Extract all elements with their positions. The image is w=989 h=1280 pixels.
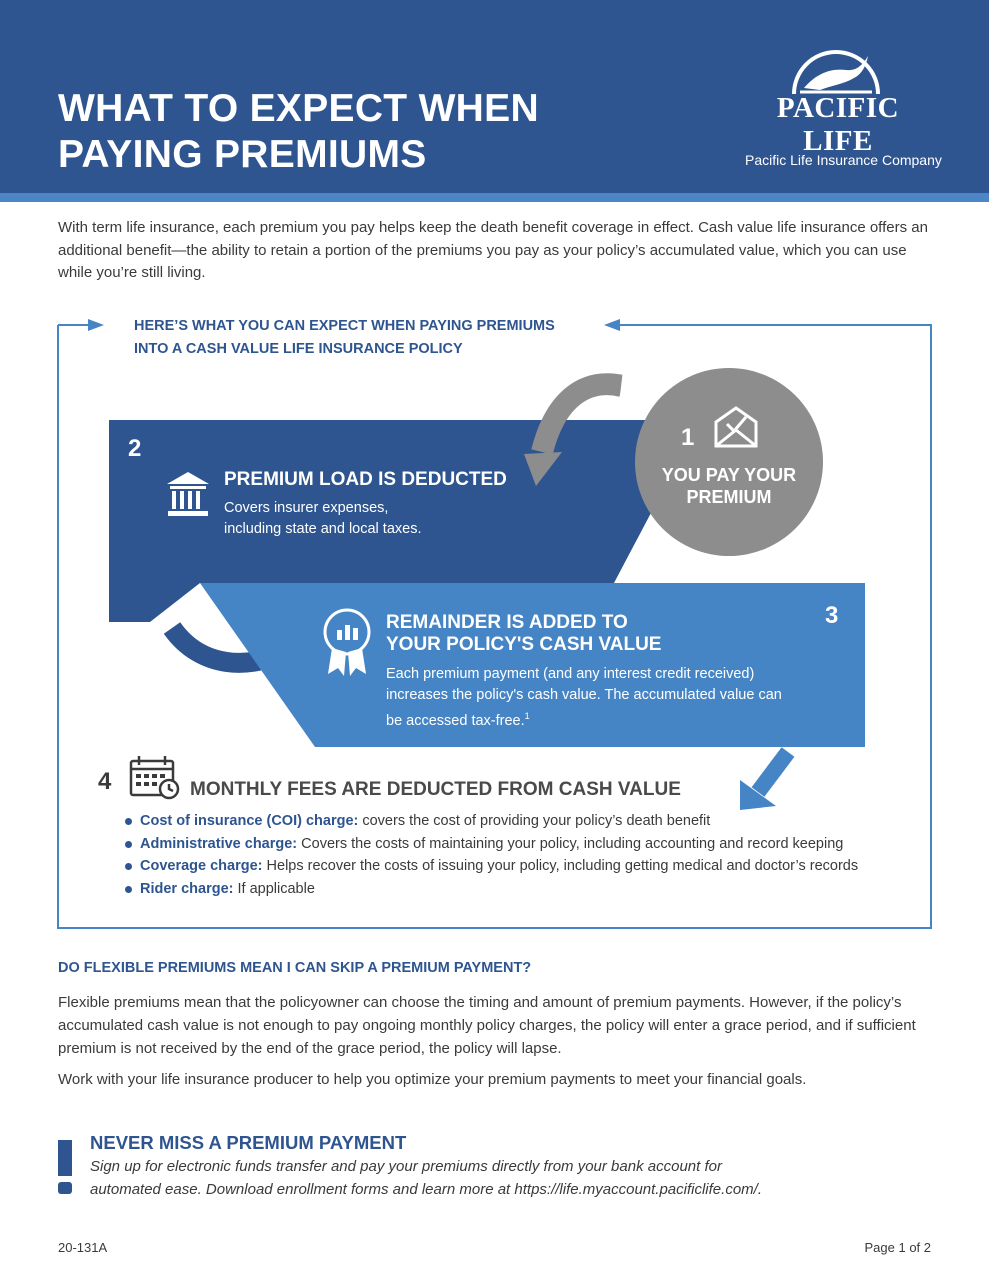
fee-text: Covers the costs of maintaining your policy, including accounting and record keeping — [297, 835, 844, 852]
document-code: 20-131A — [58, 1240, 108, 1255]
page-title-line2: PAYING PREMIUMS — [58, 133, 427, 176]
step1-arrow-gap — [622, 370, 626, 404]
step3-desc-line1: Each premium payment (and any interest credit received) — [386, 666, 755, 682]
step2-description — [224, 498, 584, 540]
step2-desc-line2: including state and local taxes. — [224, 521, 422, 537]
step3-footnote-marker: 1 — [524, 711, 530, 721]
step4-title: MONTHLY FEES ARE DEDUCTED FROM CASH VALUE — [190, 779, 681, 800]
step1-circle — [635, 368, 823, 556]
diagram-heading-line1: HERE’S WHAT YOU CAN EXPECT WHEN PAYING PREMIUMS — [134, 318, 555, 334]
step1-title-line1: YOU PAY YOUR — [661, 465, 797, 485]
diagram-heading — [134, 315, 604, 361]
faq-paragraph-1: Flexible premiums mean that the policyowner can choose the timing and amount of premium payments. However, if the policy’s accumulated cash value is not enough to pay ongoing monthly policy charges, the policy will enter a grace period, and if sufficient premium is not received by the end of the grace period, the policy will lapse. — [58, 994, 916, 1057]
faq-paragraph-2: Work with your life insurance producer to help you optimize your premium payments to meet your financial goals. — [58, 1071, 807, 1088]
fee-list-item — [124, 855, 904, 878]
logo-wordmark: PACIFIC LIFE — [776, 92, 900, 157]
fee-term: Rider charge: — [140, 881, 234, 898]
step1-number: 1 — [681, 424, 695, 451]
step3-desc-line2: increases the policy's cash value. The accumulated value can — [386, 687, 782, 703]
alert-text-line1: Sign up for electronic funds transfer and pay your premiums directly from your bank account for — [90, 1158, 722, 1175]
intro-paragraph: With term life insurance, each premium you pay helps keep the death benefit coverage in effect. Cash value life insurance offers an additional benefit—the ability to retain a portion of the premiums you pay as your policy’s accumulated value, which you can use while you’re still living. — [58, 219, 928, 281]
faq-question: DO FLEXIBLE PREMIUMS MEAN I CAN SKIP A PREMIUM PAYMENT? — [58, 960, 532, 976]
step3-description — [386, 664, 846, 732]
exclamation-dot-icon — [58, 1182, 72, 1194]
step1-title — [650, 464, 808, 508]
alert-text-line2: automated ease. Download enrollment forms and learn more at https://life.myaccount.pacificlife.com/. — [90, 1180, 762, 1198]
fee-list-item — [124, 810, 904, 833]
fee-list-item — [124, 878, 904, 901]
alert-title: NEVER MISS A PREMIUM PAYMENT — [90, 1132, 407, 1153]
step3-desc-line3 — [386, 706, 846, 732]
fee-list — [124, 810, 904, 901]
company-name: Pacific Life Insurance Company — [745, 152, 942, 168]
exclamation-icon — [58, 1140, 72, 1176]
step3-title-line2: YOUR POLICY'S CASH VALUE — [386, 634, 662, 655]
step2-title: PREMIUM LOAD IS DEDUCTED — [224, 469, 507, 490]
step2-desc-line1: Covers insurer expenses, — [224, 500, 389, 516]
step3-title-line1: REMAINDER IS ADDED TO — [386, 612, 628, 633]
step3-desc-line3-text: be accessed tax-free. — [386, 712, 525, 729]
alert-text — [90, 1156, 850, 1201]
step3-title — [386, 612, 786, 656]
frame-arrow-right — [604, 319, 620, 331]
fee-list-item — [124, 833, 904, 856]
page-number: Page 1 of 2 — [864, 1240, 931, 1255]
diagram-heading-line2: INTO A CASH VALUE LIFE INSURANCE POLICY — [134, 341, 463, 357]
fee-text: covers the cost of providing your policy’s death benefit — [358, 813, 711, 829]
page-title-line1: WHAT TO EXPECT WHEN — [58, 87, 539, 130]
step4-number: 4 — [98, 768, 112, 795]
fee-term: Administrative charge: — [140, 835, 298, 852]
step2-number: 2 — [128, 435, 142, 462]
step3-number: 3 — [825, 602, 839, 629]
fee-text: If applicable — [233, 881, 315, 898]
frame-arrow-left — [88, 319, 104, 331]
fee-text: Helps recover the costs of issuing your policy, including getting medical and doctor’s records — [262, 858, 859, 875]
fee-term: Cost of insurance (COI) charge: — [140, 813, 359, 829]
fee-term: Coverage charge: — [140, 858, 263, 875]
step1-title-line2: PREMIUM — [686, 487, 772, 507]
